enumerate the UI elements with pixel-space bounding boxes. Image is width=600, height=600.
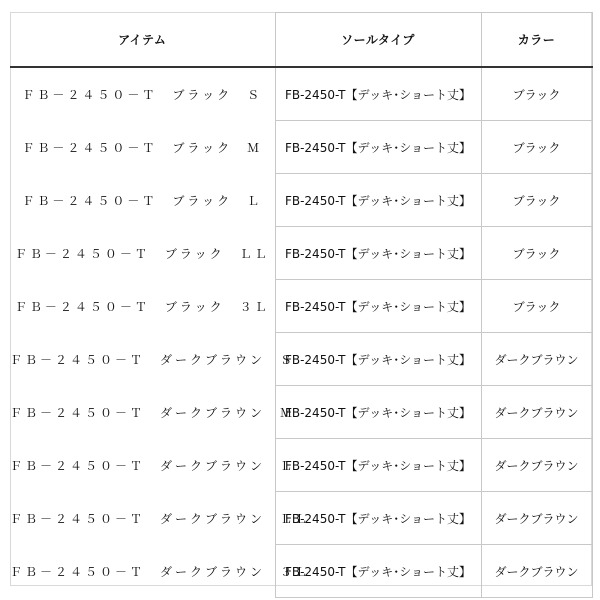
cell-item: ＦＢ－２４５０－Ｔ ダークブラウン Ｓ — [10, 352, 296, 367]
cell-color: ダークブラウン — [481, 386, 592, 439]
cell-color: ダークブラウン — [481, 492, 592, 545]
cell-color: ブラック — [481, 121, 592, 174]
table-row — [10, 492, 592, 545]
cell-color: ダークブラウン — [481, 545, 592, 598]
table-row — [10, 280, 592, 333]
cell-sole-type: FB-2450-T【デッキ･ショート丈】 — [275, 492, 481, 545]
cell-sole-type: FB-2450-T【デッキ･ショート丈】 — [275, 174, 481, 227]
cell-color: ブラック — [481, 67, 592, 121]
table-row — [10, 545, 592, 598]
table-body — [10, 67, 592, 598]
header-color: カラー — [481, 13, 592, 68]
cell-sole-type: FB-2450-T【デッキ･ショート丈】 — [275, 280, 481, 333]
cell-sole-type: FB-2450-T【デッキ･ショート丈】 — [275, 439, 481, 492]
cell-sole-type: FB-2450-T【デッキ･ショート丈】 — [275, 545, 481, 598]
cell-item: ＦＢ－２４５０－Ｔ ブラック Ｓ — [22, 87, 263, 102]
table-row — [10, 227, 592, 280]
cell-item: ＦＢ－２４５０－Ｔ ダークブラウン ３Ｌ — [10, 564, 311, 579]
cell-sole-type: FB-2450-T【デッキ･ショート丈】 — [275, 333, 481, 386]
cell-item: ＦＢ－２４５０－Ｔ ダークブラウン Ｌ — [10, 458, 296, 473]
product-spec-table — [10, 12, 593, 598]
table-row — [10, 439, 592, 492]
table-header — [10, 13, 592, 68]
cell-item: ＦＢ－２４５０－Ｔ ダークブラウン Ｍ — [10, 405, 296, 420]
header-row — [10, 13, 592, 68]
cell-sole-type: FB-2450-T【デッキ･ショート丈】 — [275, 386, 481, 439]
cell-color: ダークブラウン — [481, 439, 592, 492]
cell-sole-type: FB-2450-T【デッキ･ショート丈】 — [275, 121, 481, 174]
cell-sole-type: FB-2450-T【デッキ･ショート丈】 — [275, 67, 481, 121]
table-row — [10, 174, 592, 227]
table-row — [10, 386, 592, 439]
cell-item: ＦＢ－２４５０－Ｔ ダークブラウン ＬＬ — [10, 511, 311, 526]
table-row — [10, 121, 592, 174]
cell-item: ＦＢ－２４５０－Ｔ ブラック Ｍ — [22, 140, 263, 155]
header-item: アイテム — [10, 13, 275, 68]
table-row — [10, 333, 592, 386]
cell-item: ＦＢ－２４５０－Ｔ ブラック ３Ｌ — [14, 299, 270, 314]
cell-color: ブラック — [481, 280, 592, 333]
cell-color: ダークブラウン — [481, 333, 592, 386]
cell-sole-type: FB-2450-T【デッキ･ショート丈】 — [275, 227, 481, 280]
table-row — [10, 67, 592, 121]
cell-item: ＦＢ－２４５０－Ｔ ブラック ＬＬ — [14, 246, 270, 261]
cell-color: ブラック — [481, 174, 592, 227]
cell-color: ブラック — [481, 227, 592, 280]
header-sole-type: ソールタイプ — [275, 13, 481, 68]
cell-item: ＦＢ－２４５０－Ｔ ブラック Ｌ — [22, 193, 263, 208]
